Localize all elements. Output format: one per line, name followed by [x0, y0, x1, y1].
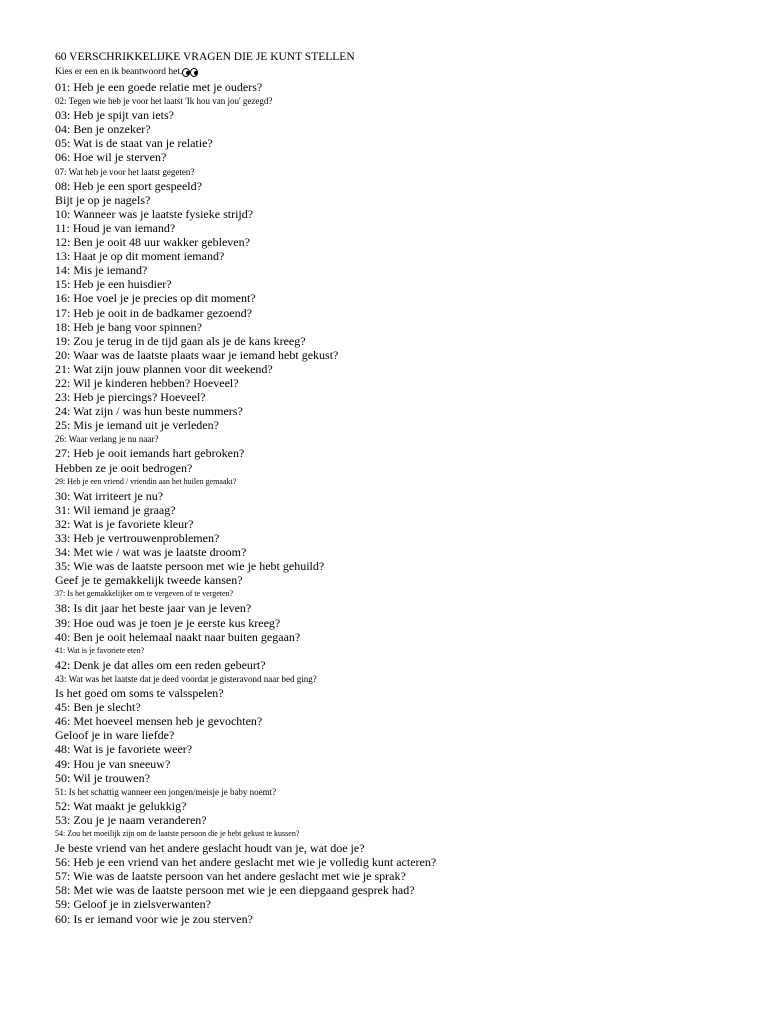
question-item: 39: Hoe oud was je toen je je eerste kus kreeg?: [55, 615, 281, 630]
document-subtitle: [55, 65, 755, 80]
subtitle-text: Kies er een en ik beantwoord het.: [55, 67, 183, 77]
question-item: 33: Heb je vertrouwenproblemen?: [55, 531, 220, 545]
question-item: 14: Mis je iemand?: [55, 263, 148, 278]
question-item: 06: Hoe wil je sterven?: [55, 150, 167, 165]
question-item: 13: Haat je op dit moment iemand?: [55, 249, 225, 264]
question-item: 50: Wil je trouwen?: [55, 770, 150, 785]
question-item: 46: Met hoeveel mensen heb je gevochten?: [55, 714, 263, 729]
question-item: 17: Heb je ooit in de badkamer gezoend?: [55, 305, 252, 320]
question-item: 59: Geloof je in zielsverwanten?: [55, 897, 211, 912]
eyes-icon: [182, 68, 198, 77]
question-item: 01: Heb je een goede relatie met je ouders?: [55, 80, 263, 94]
question-item: 18: Heb je bang voor spinnen?: [55, 319, 202, 334]
question-item: 15: Heb je een huisdier?: [55, 277, 172, 292]
question-item: 43: Wat was het laatste dat je deed voordat je gisteravond naar bed ging?: [55, 673, 317, 684]
question-item: Je beste vriend van het andere geslacht houdt van je, wat doe je?: [55, 841, 365, 856]
question-item: 48: Wat is je favoriete weer?: [55, 742, 193, 757]
question-item: 49: Hou je van sneeuw?: [55, 756, 171, 771]
question-item: 24: Wat zijn / was hun beste nummers?: [55, 404, 243, 419]
question-item: 26: Waar verlang je nu naar?: [55, 434, 159, 445]
question-item: 05: Wat is de staat van je relatie?: [55, 136, 213, 151]
left-eye-icon: [182, 68, 190, 77]
question-item: 38: Is dit jaar het beste jaar van je leven?: [55, 601, 252, 616]
question-item: 40: Ben je ooit helemaal naakt naar buiten gegaan?: [55, 629, 301, 644]
question-item: 32: Wat is je favoriete kleur?: [55, 516, 194, 531]
question-item: 58: Met wie was de laatste persoon met wie je een diepgaand gesprek had?: [55, 883, 415, 898]
question-item: Geef je te gemakkelijk tweede kansen?: [55, 573, 243, 588]
question-item: 45: Ben je slecht?: [55, 700, 141, 715]
question-item: 08: Heb je een sport gespeeld?: [55, 178, 202, 193]
question-item: Hebben ze je ooit bedrogen?: [55, 460, 193, 475]
document-page: [55, 50, 755, 926]
question-item: 52: Wat maakt je gelukkig?: [55, 798, 187, 813]
question-item: 57: Wie was de laatste persoon van het andere geslacht met wie je sprak?: [55, 869, 406, 884]
question-list: [55, 80, 755, 926]
question-item: 21: Wat zijn jouw plannen voor dit weekend?: [55, 361, 273, 376]
question-item: 11: Houd je van iemand?: [55, 220, 176, 235]
question-item: 20: Waar was de laatste plaats waar je iemand hebt gekust?: [55, 347, 339, 362]
question-item: 19: Zou je terug in de tijd gaan als je de kans kreeg?: [55, 333, 306, 348]
question-item: 42: Denk je dat alles om een reden gebeurt?: [55, 657, 266, 672]
question-item: 04: Ben je onzeker?: [55, 122, 151, 137]
question-item: 51: Is het schattig wanneer een jongen/meisje je baby noemt?: [55, 786, 277, 797]
question-item: 07: Wat heb je voor het laatst gegeten?: [55, 166, 195, 177]
question-item: Bijt je op je nagels?: [55, 192, 151, 207]
question-item: 16: Hoe voel je je precies op dit moment?: [55, 291, 256, 306]
question-item: 60: Is er iemand voor wie je zou sterven?: [55, 911, 253, 926]
question-item: 27: Heb je ooit iemands hart gebroken?: [55, 446, 245, 461]
question-item: 03: Heb je spijt van iets?: [55, 108, 174, 123]
question-item: 23: Heb je piercings? Hoeveel?: [55, 390, 206, 405]
question-item: 35: Wie was de laatste persoon met wie je hebt gehuild?: [55, 559, 325, 574]
question-item: 10: Wanneer was je laatste fysieke strijd?: [55, 206, 254, 221]
question-item: Is het goed om soms te valsspelen?: [55, 686, 224, 701]
question-item: Geloof je in ware liefde?: [55, 728, 175, 743]
question-item: 29: Heb je een vriend / vriendin aan het huilen gemaakt?: [55, 476, 237, 486]
question-item: 54: Zou het moeilijk zijn om de laatste persoon die je hebt gekust te kussen?: [55, 828, 300, 838]
question-item: 56: Heb je een vriend van het andere geslacht met wie je volledig kunt acteren?: [55, 855, 437, 870]
question-item: 31: Wil iemand je graag?: [55, 502, 176, 517]
question-item: 34: Met wie / wat was je laatste droom?: [55, 545, 247, 560]
question-item: 25: Mis je iemand uit je verleden?: [55, 418, 219, 433]
question-item: 30: Wat irriteert je nu?: [55, 488, 164, 503]
question-item: 41: Wat is je favoriete eten?: [55, 645, 145, 655]
right-eye-icon: [190, 68, 198, 77]
question-item: 37: Is het gemakkelijker om te vergeven of te vergeten?: [55, 589, 234, 599]
question-item: 12: Ben je ooit 48 uur wakker gebleven?: [55, 235, 250, 250]
document-title: 60 VERSCHRIKKELIJKE VRAGEN DIE JE KUNT STELLEN: [55, 51, 355, 63]
question-item: 02: Tegen wie heb je voor het laatst 'Ik hou van jou' gezegd?: [55, 96, 273, 107]
question-item: 22: Wil je kinderen hebben? Hoeveel?: [55, 375, 239, 390]
question-item: 53: Zou je je naam veranderen?: [55, 812, 207, 827]
